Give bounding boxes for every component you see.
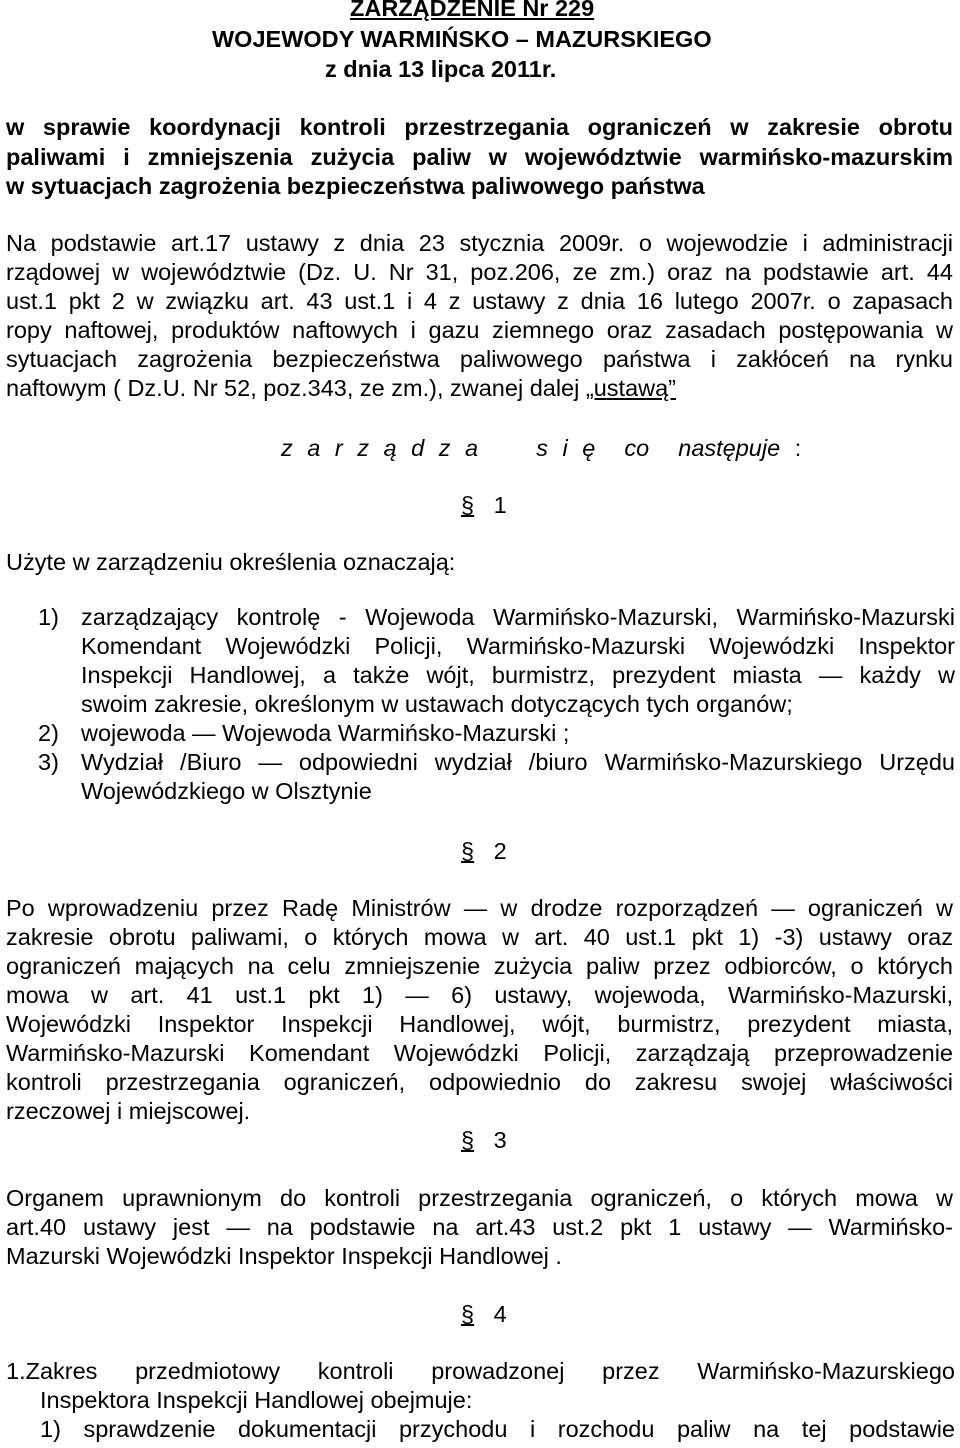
issuer-title: WOJEWODY WARMIŃSKO – MAZURSKIEGO: [212, 26, 712, 52]
definition-2-number: 2): [38, 720, 59, 746]
preamble-line-1: Na podstawie art.17 ustawy z dnia 23 stycznia 2009r. o wojewodzie i administracji: [6, 230, 953, 256]
preamble-line-2: rządowej w województwie (Dz. U. Nr 31, poz.206, ze zm.) oraz na podstawie art. 44: [6, 259, 953, 285]
section-4-heading: [461, 1300, 507, 1329]
section-2-line-2: zakresie obrotu paliwami, o których mowa w art. 40 ust.1 pkt 1) -3) ustawy oraz: [6, 924, 953, 950]
section-2-line-5: Wojewódzki Inspektor Inspekcji Handlowej, wójt, burmistrz, prezydent miasta,: [6, 1011, 953, 1037]
definition-1-line-3: Inspekcji Handlowej, a także wójt, burmistrz, prezydent miasta — każdy w: [81, 662, 955, 688]
definitions-intro: Użyte w zarządzeniu określenia oznaczają:: [6, 549, 456, 575]
section-3-line-2: art.40 ustawy jest — na podstawie na art.43 ust.2 pkt 1 ustawy — Warmińsko-: [6, 1214, 953, 1240]
section-4-line-2: Inspektora Inspekcji Handlowej obejmuje:: [40, 1387, 473, 1413]
section-3-line-1: Organem uprawnionym do kontroli przestrzegania ograniczeń, o których mowa w: [6, 1185, 953, 1211]
preamble-line-4: ropy naftowej, produktów naftowych i gazu ziemnego oraz zasadach postępowania w: [6, 317, 953, 343]
decree-title: ZARZĄDZENIE Nr 229: [350, 0, 595, 21]
definition-2-line-1: wojewoda — Wojewoda Warmińsko-Mazurski ;: [81, 720, 570, 746]
definition-1-line-1: zarządzający kontrolę - Wojewoda Warmińsko-Mazurski, Warmińsko-Mazurski: [81, 604, 955, 630]
definition-1-line-2: Komendant Wojewódzki Policji, Warmińsko-Mazurski Wojewódzki Inspektor: [81, 633, 955, 659]
section-sign-icon: §: [461, 838, 475, 864]
subject-line-2: paliwami i zmniejszenia zużycia paliw w województwie warmińsko-mazurskim: [6, 144, 953, 170]
section-2-line-3: ograniczeń mających na celu zmniejszenie zużycia paliw przez odbiorców, o których: [6, 953, 953, 979]
decree-colon: :: [780, 435, 802, 461]
decree-date: z dnia 13 lipca 2011r.: [325, 56, 557, 82]
defined-term-ustawa: „ustawą”: [585, 375, 677, 401]
preamble-line-6-text: naftowym ( Dz.U. Nr 52, poz.343, ze zm.), zwanej dalej: [6, 375, 586, 401]
decree-word-nastepuje: następuje: [678, 435, 781, 461]
section-sign-icon: §: [461, 1301, 475, 1327]
decree-word-sie: s i ę: [536, 435, 596, 461]
section-2-line-7: kontroli przestrzegania ograniczeń, odpowiednio do zakresu swojej właściwości: [6, 1069, 953, 1095]
section-2-line-4: mowa w art. 41 ust.1 pkt 1) — 6) ustawy, wojewoda, Warmińsko-Mazurski,: [6, 982, 953, 1008]
section-3-heading: [461, 1126, 507, 1155]
section-4-number: 4: [493, 1301, 507, 1327]
preamble-line-3: ust.1 pkt 2 w związku art. 43 ust.1 i 4 z ustawy z dnia 16 lutego 2007r. o zapasach: [6, 288, 953, 314]
section-3-number: 3: [493, 1127, 507, 1153]
section-4-line-3: 1) sprawdzenie dokumentacji przychodu i rozchodu paliw na tej podstawie: [40, 1416, 955, 1442]
section-2-line-6: Warmińsko-Mazurski Komendant Wojewódzki Policji, zarządzają przeprowadzenie: [6, 1040, 953, 1066]
section-2-line-8: rzeczowej i miejscowej.: [6, 1098, 251, 1124]
decree-word-zarzadza: z a r z ą d z a: [281, 435, 479, 461]
subject-line-1: w sprawie koordynacji kontroli przestrzegania ograniczeń w zakresie obrotu: [6, 114, 953, 140]
section-3-line-3: Mazurski Wojewódzki Inspektor Inspekcji Handlowej .: [6, 1243, 562, 1269]
definition-3-number: 3): [38, 749, 59, 775]
decree-phrase: [281, 434, 801, 463]
section-1-heading: [461, 491, 507, 520]
definition-1-line-4: swoim zakresie, określonym w ustawach dotyczących tych organów;: [81, 691, 793, 717]
section-sign-icon: §: [461, 1127, 475, 1153]
subject-line-3: w sytuacjach zagrożenia bezpieczeństwa paliwowego państwa: [6, 173, 705, 199]
section-2-number: 2: [493, 838, 507, 864]
section-sign-icon: §: [461, 492, 475, 518]
section-2-line-1: Po wprowadzeniu przez Radę Ministrów — w drodze rozporządzeń — ograniczeń w: [6, 895, 953, 921]
decree-word-co: co: [624, 435, 650, 461]
section-4-line-1: 1.Zakres przedmiotowy kontroli prowadzonej przez Warmińsko-Mazurskiego: [6, 1358, 955, 1384]
preamble-line-6: [6, 374, 676, 403]
preamble-line-5: sytuacjach zagrożenia bezpieczeństwa paliwowego państwa i zakłóceń na rynku: [6, 346, 953, 372]
definition-1-number: 1): [38, 604, 59, 630]
definition-3-line-1: Wydział /Biuro — odpowiedni wydział /biuro Warmińsko-Mazurskiego Urzędu: [81, 749, 955, 775]
section-2-heading: [461, 837, 507, 866]
definition-3-line-2: Wojewódzkiego w Olsztynie: [81, 778, 372, 804]
section-1-number: 1: [493, 492, 507, 518]
